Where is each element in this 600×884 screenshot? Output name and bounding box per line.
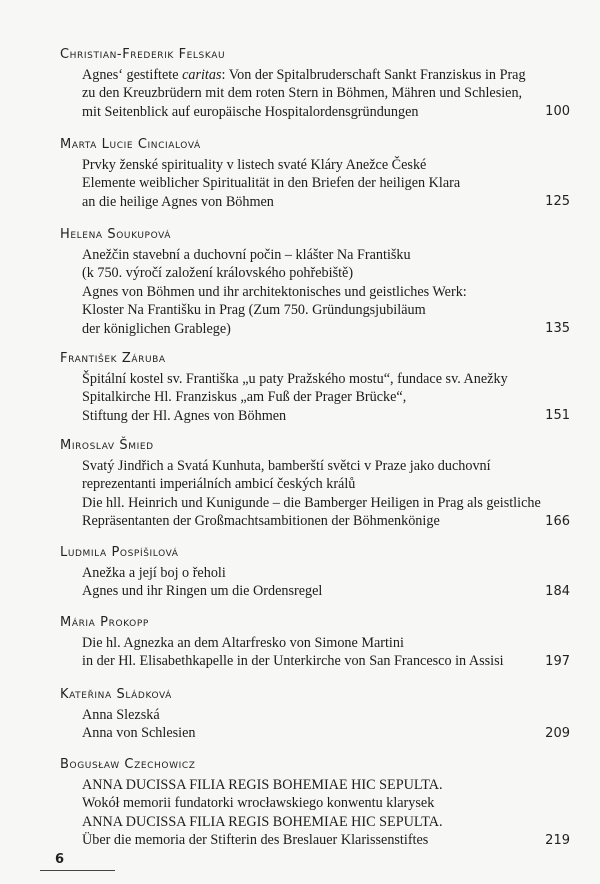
- title-line: reprezentanti imperiálních ambicí českých králů: [82, 476, 356, 493]
- page-number: 197: [545, 653, 570, 669]
- title-line: Kloster Na Františku in Prag (Zum 750. Gründungsjubiläum: [82, 302, 426, 319]
- page-number: 166: [545, 513, 570, 529]
- title-line: Die hl. Agnezka an dem Altarfresko von Simone Martini: [82, 635, 404, 651]
- title-line: Agnes von Böhmen und ihr architektonisches und geistliches Werk:: [82, 283, 467, 300]
- page-number: 209: [545, 725, 570, 741]
- title-line: Špitální kostel sv. Františka „u paty Pražského mostu“, fundace sv. Anežky: [82, 371, 508, 387]
- toc-entry-czechowicz: [60, 756, 570, 850]
- title-line: Agnes und ihr Ringen um die Ordensregel: [82, 583, 323, 600]
- title-line: Anežčin stavební a duchovní počin – klášter Na Františku: [82, 247, 411, 263]
- title-line: Spitalkirche Hl. Franziskus „am Fuß der Prager Brücke“,: [82, 389, 407, 406]
- author-name: František Záruba: [60, 351, 166, 366]
- title-line: Anežka a její boj o řeholi: [82, 565, 226, 581]
- author-name: Bogusław Czechowicz: [60, 757, 196, 772]
- title-line: Elemente weiblicher Spiritualität in den Briefen der heiligen Klara: [82, 175, 461, 192]
- page-number: 219: [545, 832, 570, 848]
- title-line: Agnes‘ gestiftete caritas: Von der Spitalbruderschaft Sankt Franziskus in Prag: [82, 67, 526, 83]
- toc-entry-cincialova: [60, 136, 570, 211]
- author-name: Kateřina Sládková: [60, 687, 172, 702]
- author-name: Helena Soukupová: [60, 227, 172, 242]
- title-line: (k 750. výročí založení královského pohřebiště): [82, 265, 354, 282]
- title-line: in der Hl. Elisabethkapelle in der Unterkirche von San Francesco in Assisi: [82, 653, 504, 670]
- title-line: Über die memoria der Stifterin des Breslauer Klarissenstiftes: [82, 832, 429, 849]
- author-name: Ludmila Pospíšilová: [60, 545, 179, 560]
- folio-number: 6: [55, 852, 65, 867]
- page-number: 135: [545, 321, 570, 337]
- title-line: Die hll. Heinrich und Kunigunde – die Bamberger Heiligen in Prag als geistliche: [82, 494, 541, 511]
- page-number: 100: [545, 104, 570, 120]
- author-name: Marta Lucie Cincialová: [60, 137, 201, 152]
- title-line: Anna Slezská: [82, 707, 160, 723]
- title-line: Svatý Jindřich a Svatá Kunhuta, bamberští světci v Praze jako duchovní: [82, 458, 491, 474]
- toc-entry-prokopp: [60, 614, 570, 671]
- title-line: an die heilige Agnes von Böhmen: [82, 193, 274, 210]
- title-line: mit Seitenblick auf europäische Hospitalordensgründungen: [82, 103, 419, 120]
- toc-entry-smied: [60, 437, 570, 531]
- title-line: ANNA DUCISSA FILIA REGIS BOHEMIAE HIC SEPULTA.: [82, 777, 443, 793]
- toc-entry-pospisilova: [60, 544, 570, 601]
- title-line: Anna von Schlesien: [82, 725, 196, 742]
- toc-entry-zaruba: [60, 350, 570, 425]
- toc-entry-felskau: [60, 46, 570, 121]
- author-name: Mária Prokopp: [60, 615, 149, 630]
- author-name: Christian-Frederik Felskau: [60, 47, 226, 62]
- title-line: Repräsentanten der Großmachtsambitionen der Böhmenkönige: [82, 513, 440, 530]
- toc-entry-soukupova: [60, 226, 570, 338]
- toc-entry-sladkova: [60, 686, 570, 743]
- page-number: 125: [545, 194, 570, 210]
- author-name: Miroslav Šmied: [60, 438, 154, 453]
- title-line: ANNA DUCISSA FILIA REGIS BOHEMIAE HIC SEPULTA.: [82, 813, 443, 830]
- page-number: 184: [545, 583, 570, 599]
- title-line: zu den Kreuzbrüdern mit dem roten Stern in Böhmen, Mähren und Schlesien,: [82, 85, 523, 102]
- title-line: Prvky ženské spirituality v listech svaté Kláry Anežce České: [82, 157, 427, 173]
- title-line: Wokół memorii fundatorki wrocławskiego konwentu klarysek: [82, 795, 435, 812]
- page-number: 151: [545, 408, 570, 424]
- folio-rule: [40, 870, 115, 871]
- title-line: Stiftung der Hl. Agnes von Böhmen: [82, 407, 287, 424]
- title-line: der königlichen Grablege): [82, 320, 231, 337]
